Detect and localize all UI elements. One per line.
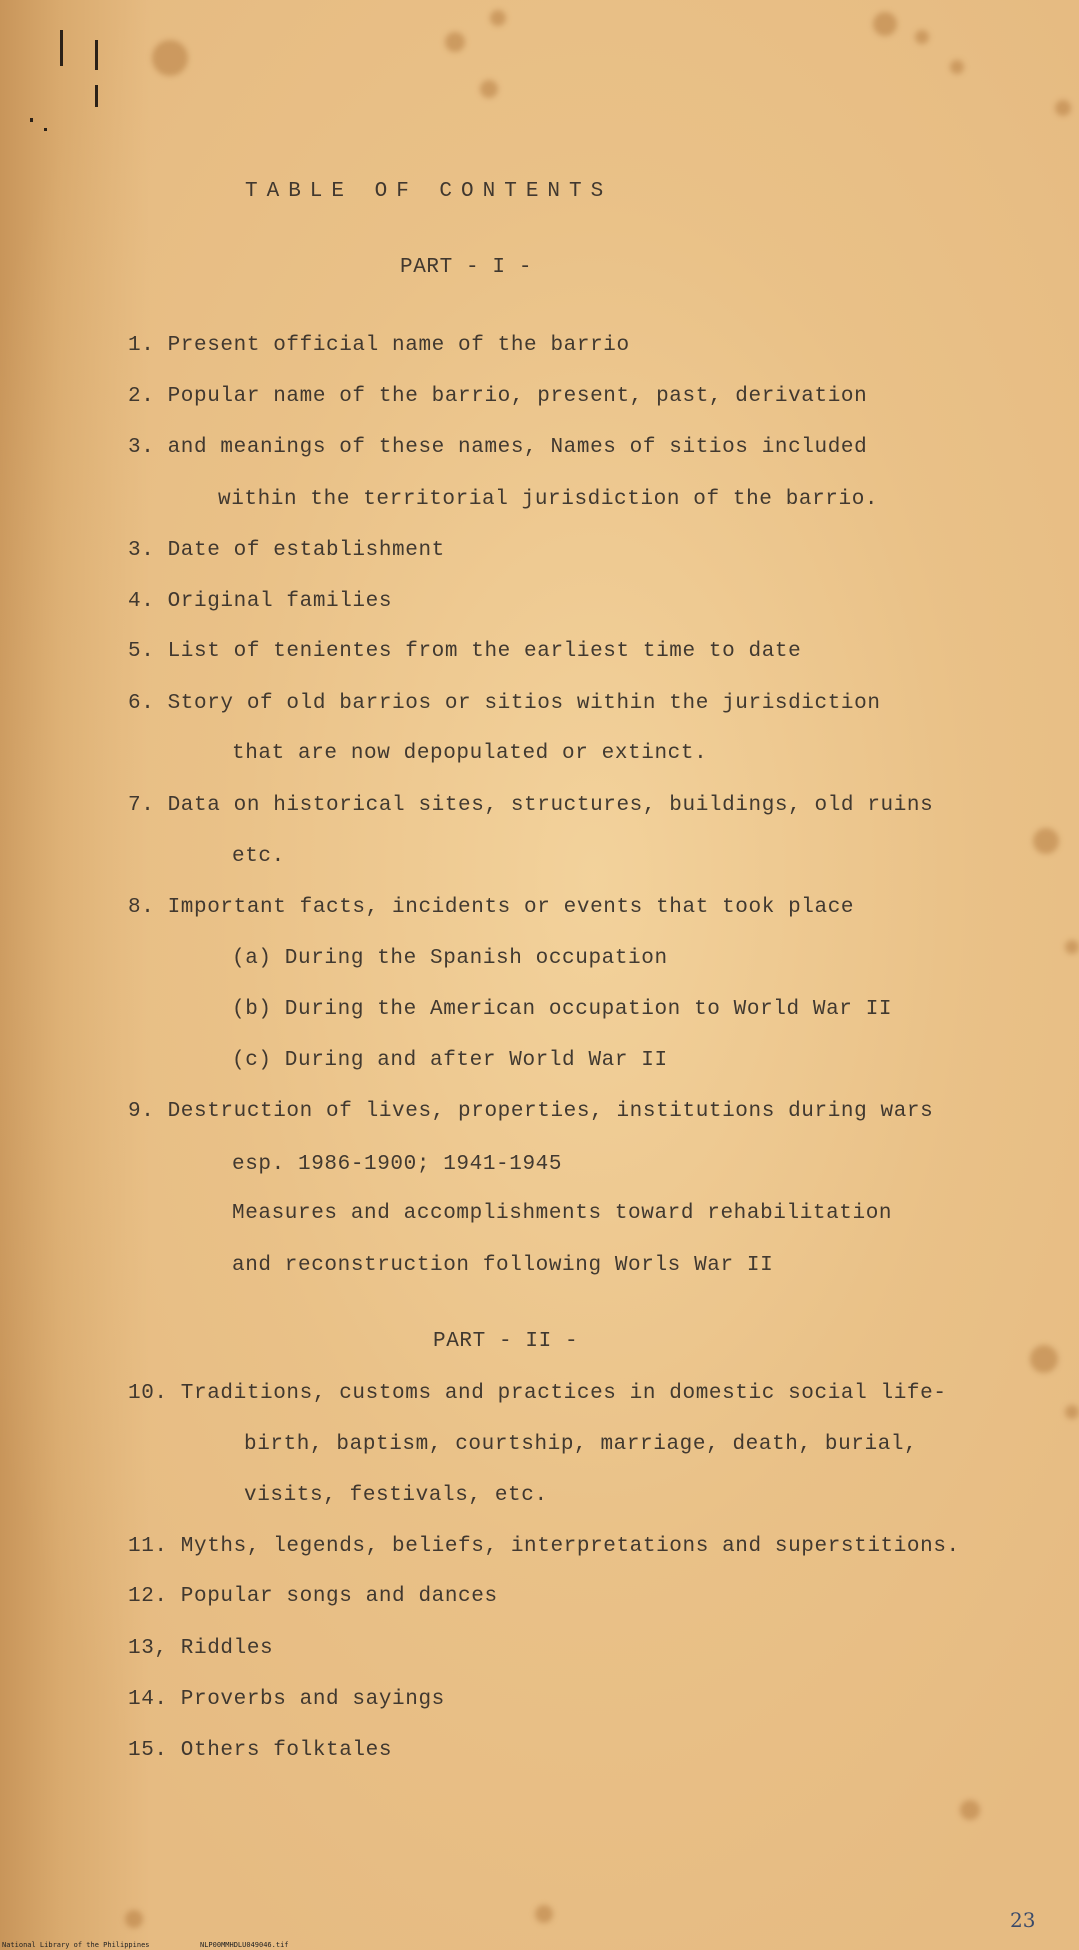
toc-entry: and reconstruction following Worls War II [232, 1254, 774, 1277]
binding-mark [95, 85, 98, 107]
toc-entry: (b) During the American occupation to World War II [232, 998, 893, 1021]
page-title: TABLE OF CONTENTS [245, 180, 613, 203]
stain [490, 10, 506, 26]
toc-entry: 6. Story of old barrios or sitios within the jurisdiction [128, 692, 881, 715]
stain [125, 1910, 143, 1928]
toc-entry: 3. and meanings of these names, Names of sitios included [128, 436, 868, 459]
toc-entry: birth, baptism, courtship, marriage, death, burial, [244, 1433, 918, 1456]
stain [1065, 940, 1079, 954]
toc-entry: 3. Date of establishment [128, 539, 445, 562]
stain [915, 30, 929, 44]
stain [873, 12, 897, 36]
toc-entry: within the territorial jurisdiction of the barrio. [218, 488, 879, 511]
toc-entry: (a) During the Spanish occupation [232, 947, 668, 970]
toc-entry: 4. Original families [128, 590, 393, 613]
binding-mark [95, 40, 98, 70]
toc-entry: 7. Data on historical sites, structures, buildings, old ruins [128, 794, 934, 817]
toc-entry: (c) During and after World War II [232, 1049, 668, 1072]
stain [1033, 828, 1059, 854]
toc-entry: Measures and accomplishments toward rehabilitation [232, 1202, 893, 1225]
toc-entry: 14. Proverbs and sayings [128, 1688, 445, 1711]
stain [1055, 100, 1071, 116]
toc-entry: 10. Traditions, customs and practices in domestic social life- [128, 1382, 947, 1405]
toc-entry: 8. Important facts, incidents or events that took place [128, 896, 855, 919]
stain [535, 1905, 553, 1923]
part-heading: PART - I - [400, 256, 533, 279]
binding-mark [44, 128, 47, 131]
toc-entry: visits, festivals, etc. [244, 1484, 548, 1507]
library-credit: National Library of the Philippines [2, 1941, 150, 1949]
stain [152, 40, 188, 76]
toc-entry: esp. 1986-1900; 1941-1945 [232, 1153, 563, 1176]
binding-mark [60, 30, 63, 66]
stain [960, 1800, 980, 1820]
toc-entry: 13, Riddles [128, 1637, 274, 1660]
stain [1065, 1405, 1079, 1419]
toc-entry: 11. Myths, legends, beliefs, interpretations and superstitions. [128, 1535, 960, 1558]
stain [445, 32, 465, 52]
stain [480, 80, 498, 98]
toc-entry: 15. Others folktales [128, 1739, 393, 1762]
toc-entry: that are now depopulated or extinct. [232, 742, 708, 765]
page-number: 23 [1010, 1908, 1036, 1932]
stain [950, 60, 964, 74]
toc-entry: etc. [232, 845, 285, 868]
stain [1030, 1345, 1058, 1373]
toc-entry: 12. Popular songs and dances [128, 1585, 498, 1608]
toc-entry: 5. List of tenientes from the earliest time to date [128, 640, 802, 663]
toc-entry: 1. Present official name of the barrio [128, 334, 630, 357]
binding-mark [30, 118, 33, 122]
part-heading: PART - II - [433, 1330, 579, 1353]
toc-entry: 2. Popular name of the barrio, present, past, derivation [128, 385, 868, 408]
file-id: NLP00MMHDLU049046.tif [200, 1941, 289, 1949]
toc-entry: 9. Destruction of lives, properties, institutions during wars [128, 1100, 934, 1123]
